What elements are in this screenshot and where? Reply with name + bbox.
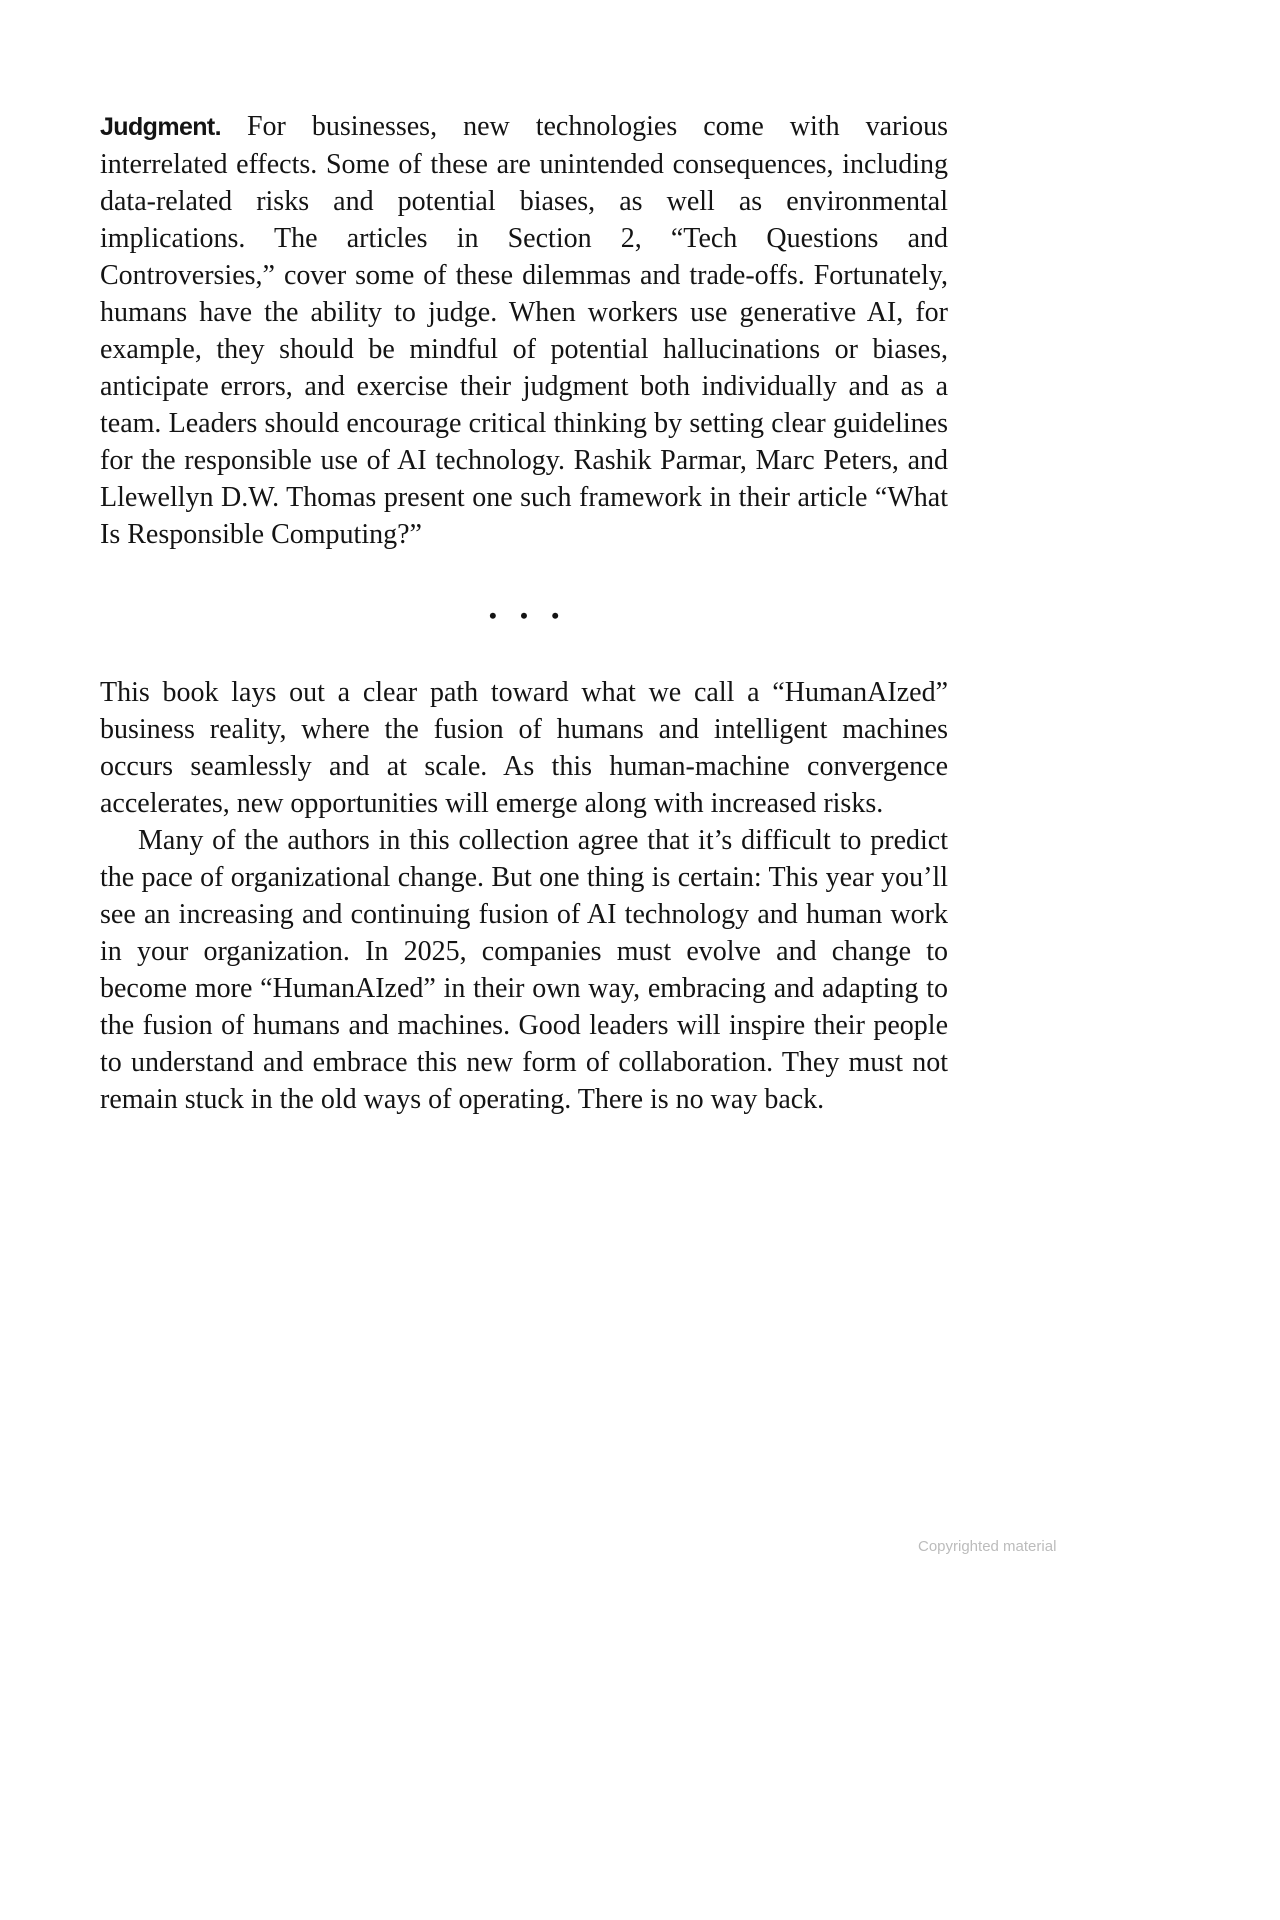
copyright-notice: Copyrighted material	[918, 1538, 1057, 1555]
paragraph-judgment	[100, 108, 948, 553]
text-block	[100, 108, 948, 1118]
paragraph-lead-in: Judgment.	[100, 113, 221, 141]
section-break-dots: • • •	[488, 603, 560, 628]
paragraph-authors: Many of the authors in this collection agree that it’s difficult to predict the pace of organizational change. But one thing is certain: This year you’ll see an increasing and continuing fusion of AI technology and human work in your organization. In 2025, companies must evolve and change to become more “HumanAIzed” in their own way, embracing and adapting to the fusion of humans and machines. Good leaders will inspire their people to understand and embrace this new form of collaboration. They must not remain stuck in the old ways of operating. There is no way back.	[100, 825, 948, 1115]
paragraph-humanaized: This book lays out a clear path toward what we call a “HumanAIzed” business reality, where the fusion of humans and intelligent machines occurs seamlessly and at scale. As this human-machine convergence accelerates, new opportunities will emerge along with increased risks.	[100, 677, 948, 819]
paragraph-judgment-text: For businesses, new technologies come with various interrelated effects. Some of these are unintended consequences, including data-related risks and potential biases, as well as environmental implications. The articles in Section 2, “Tech Questions and Controversies,” cover some of these dilemmas and trade-offs. Fortunately, humans have the ability to judge. When workers use generative AI, for example, they should be mindful of potential hallucinations or biases, anticipate errors, and exercise their judgment both individually and as a team. Leaders should encourage critical thinking by setting clear guidelines for the responsible use of AI technology. Rashik Parmar, Marc Peters, and Llewellyn D.W. Thomas present one such framework in their article “What Is Responsible Computing?”	[100, 111, 948, 550]
